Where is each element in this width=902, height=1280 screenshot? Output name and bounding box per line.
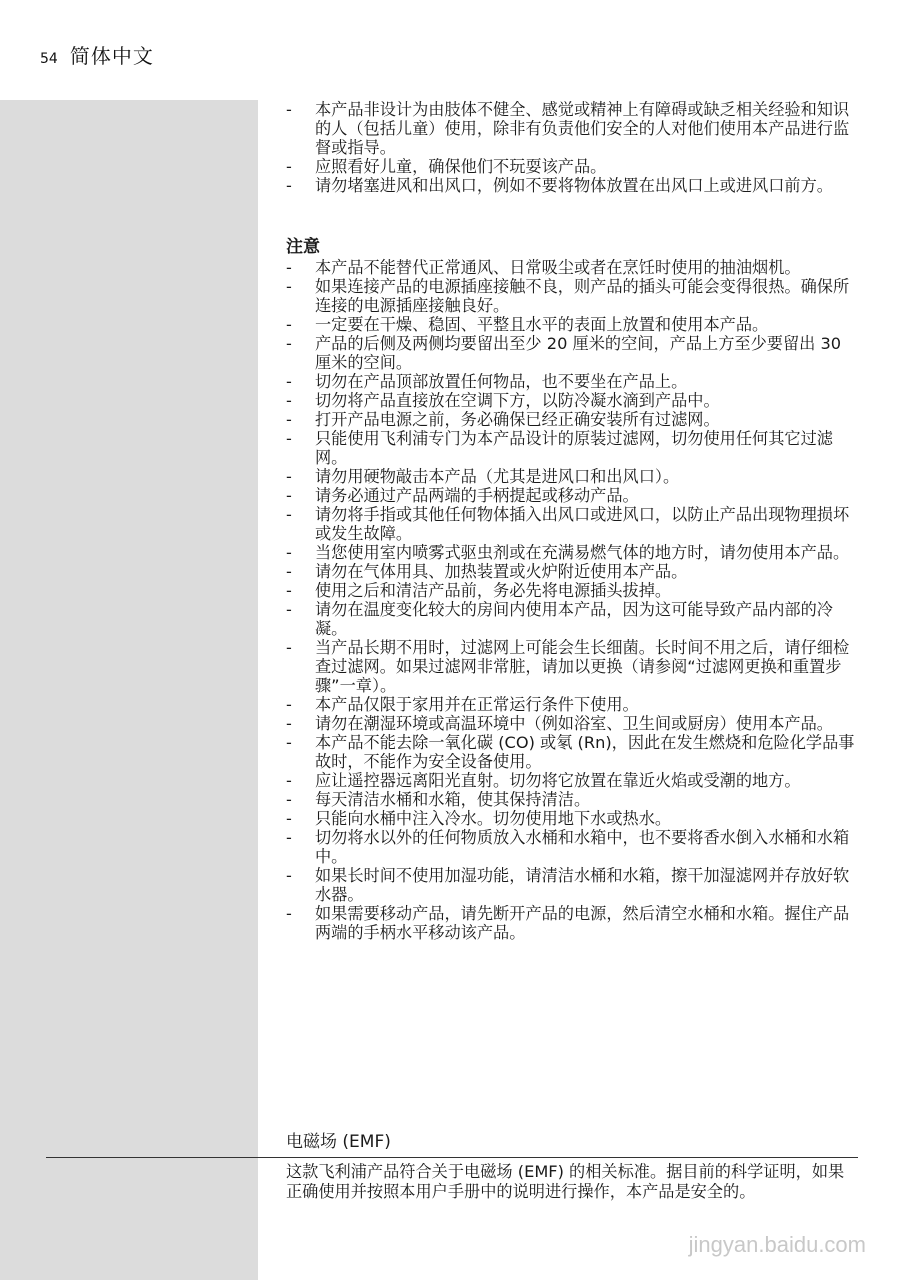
left-gray-margin	[0, 100, 258, 1280]
list-item-text: 本产品不能替代正常通风、日常吸尘或者在烹饪时使用的抽油烟机。	[315, 258, 801, 277]
bullet-dash: -	[286, 505, 292, 524]
list-item-text: 如果需要移动产品，请先断开产品的电源，然后清空水桶和水箱。握住产品两端的手柄水平移动该产品。	[315, 904, 850, 942]
list-item-text: 使用之后和清洁产品前，务必先将电源插头拔掉。	[315, 581, 672, 600]
watermark: jingyan.baidu.com	[688, 1232, 866, 1257]
list-item	[286, 258, 858, 277]
bullet-dash: -	[286, 410, 292, 429]
list-item-text: 只能使用飞利浦专门为本产品设计的原装过滤网，切勿使用任何其它过滤网。	[315, 429, 833, 467]
list-item	[286, 277, 858, 315]
list-item	[286, 714, 858, 733]
bullet-dash: -	[286, 638, 292, 657]
bullet-dash: -	[286, 176, 292, 195]
list-item	[286, 581, 858, 600]
list-item-text: 应照看好儿童，确保他们不玩耍该产品。	[315, 157, 607, 176]
list-item-text: 请勿堵塞进风和出风口，例如不要将物体放置在出风口上或进风口前方。	[315, 176, 833, 195]
list-item-text: 本产品不能去除一氧化碳 (CO) 或氡 (Rn)，因此在发生燃烧和危险化学品事故时，不能作为安全设备使用。	[315, 733, 855, 771]
caution-list	[286, 258, 858, 942]
page-header	[40, 40, 154, 69]
list-item	[286, 543, 858, 562]
bullet-dash: -	[286, 486, 292, 505]
list-item	[286, 904, 858, 942]
bullet-dash: -	[286, 543, 292, 562]
list-item-text: 产品的后侧及两侧均要留出至少 20 厘米的空间，产品上方至少要留出 30 厘米的空间。	[315, 334, 842, 372]
bullet-dash: -	[286, 695, 292, 714]
list-item-text: 本产品非设计为由肢体不健全、感觉或精神上有障碍或缺乏相关经验和知识的人（包括儿童）使用，除非有负责他们安全的人对他们使用本产品进行监督或指导。	[315, 100, 850, 157]
list-item	[286, 486, 858, 505]
list-item	[286, 315, 858, 334]
list-item	[286, 733, 858, 771]
list-item	[286, 866, 858, 904]
list-item	[286, 100, 858, 157]
list-item	[286, 505, 858, 543]
bullet-dash: -	[286, 372, 292, 391]
list-item	[286, 790, 858, 809]
list-item	[286, 809, 858, 828]
list-item-text: 只能向水桶中注入冷水。切勿使用地下水或热水。	[315, 809, 672, 828]
caution-heading: 注意	[286, 237, 320, 257]
bullet-dash: -	[286, 315, 292, 334]
list-item	[286, 467, 858, 486]
bullet-dash: -	[286, 600, 292, 619]
section-divider	[46, 1157, 858, 1158]
intro-warning-list	[286, 100, 858, 195]
bullet-dash: -	[286, 790, 292, 809]
list-item	[286, 562, 858, 581]
list-item-text: 打开产品电源之前，务必确保已经正确安装所有过滤网。	[315, 410, 720, 429]
list-item	[286, 410, 858, 429]
list-item-text: 当产品长期不用时，过滤网上可能会生长细菌。长时间不用之后，请仔细检查过滤网。如果过滤网非常脏，请加以更换（请参阅“过滤网更换和重置步骤”一章）。	[315, 638, 850, 695]
list-item-text: 请勿用硬物敲击本产品（尤其是进风口和出风口）。	[315, 467, 680, 486]
list-item-text: 如果连接产品的电源插座接触不良，则产品的插头可能会变得很热。确保所连接的电源插座接触良好。	[315, 277, 850, 315]
list-item-text: 请勿将手指或其他任何物体插入出风口或进风口，以防止产品出现物理损坏或发生故障。	[315, 505, 850, 543]
bullet-dash: -	[286, 157, 292, 176]
page-language-title: 简体中文	[69, 44, 154, 68]
bullet-dash: -	[286, 277, 292, 296]
list-item	[286, 157, 858, 176]
list-item-text: 本产品仅限于家用并在正常运行条件下使用。	[315, 695, 639, 714]
list-item	[286, 176, 858, 195]
bullet-dash: -	[286, 809, 292, 828]
list-item	[286, 771, 858, 790]
list-item-text: 请务必通过产品两端的手柄提起或移动产品。	[315, 486, 639, 505]
list-item-text: 请勿在气体用具、加热装置或火炉附近使用本产品。	[315, 562, 688, 581]
list-item	[286, 695, 858, 714]
list-item-text: 请勿在潮湿环境或高温环境中（例如浴室、卫生间或厨房）使用本产品。	[315, 714, 833, 733]
bullet-dash: -	[286, 866, 292, 885]
bullet-dash: -	[286, 771, 292, 790]
list-item	[286, 334, 858, 372]
bullet-dash: -	[286, 258, 292, 277]
bullet-dash: -	[286, 334, 292, 353]
list-item-text: 如果长时间不使用加湿功能，请清洁水桶和水箱，擦干加湿滤网并存放好软水器。	[315, 866, 850, 904]
list-item-text: 一定要在干燥、稳固、平整且水平的表面上放置和使用本产品。	[315, 315, 769, 334]
page-number: 54	[40, 51, 58, 67]
bullet-dash: -	[286, 562, 292, 581]
list-item	[286, 828, 858, 866]
list-item	[286, 391, 858, 410]
emf-heading: 电磁场 (EMF)	[286, 1132, 391, 1152]
list-item-text: 每天清洁水桶和水箱，使其保持清洁。	[315, 790, 591, 809]
list-item-text: 切勿在产品顶部放置任何物品，也不要坐在产品上。	[315, 372, 688, 391]
list-item	[286, 372, 858, 391]
list-item-text: 切勿将水以外的任何物质放入水桶和水箱中，也不要将香水倒入水桶和水箱中。	[315, 828, 850, 866]
list-item	[286, 600, 858, 638]
bullet-dash: -	[286, 467, 292, 486]
bullet-dash: -	[286, 581, 292, 600]
list-item	[286, 429, 858, 467]
list-item	[286, 638, 858, 695]
emf-paragraph: 这款飞利浦产品符合关于电磁场 (EMF) 的相关标准。据目前的科学证明，如果正确使用并按照本用户手册中的说明进行操作，本产品是安全的。	[286, 1162, 845, 1201]
bullet-dash: -	[286, 904, 292, 923]
bullet-dash: -	[286, 429, 292, 448]
bullet-dash: -	[286, 828, 292, 847]
bullet-dash: -	[286, 100, 292, 119]
list-item-text: 应让遥控器远离阳光直射。切勿将它放置在靠近火焰或受潮的地方。	[315, 771, 801, 790]
bullet-dash: -	[286, 391, 292, 410]
list-item-text: 请勿在温度变化较大的房间内使用本产品，因为这可能导致产品内部的冷凝。	[315, 600, 833, 638]
bullet-dash: -	[286, 714, 292, 733]
list-item-text: 切勿将产品直接放在空调下方，以防冷凝水滴到产品中。	[315, 391, 720, 410]
list-item-text: 当您使用室内喷雾式驱虫剂或在充满易燃气体的地方时，请勿使用本产品。	[315, 543, 850, 562]
bullet-dash: -	[286, 733, 292, 752]
